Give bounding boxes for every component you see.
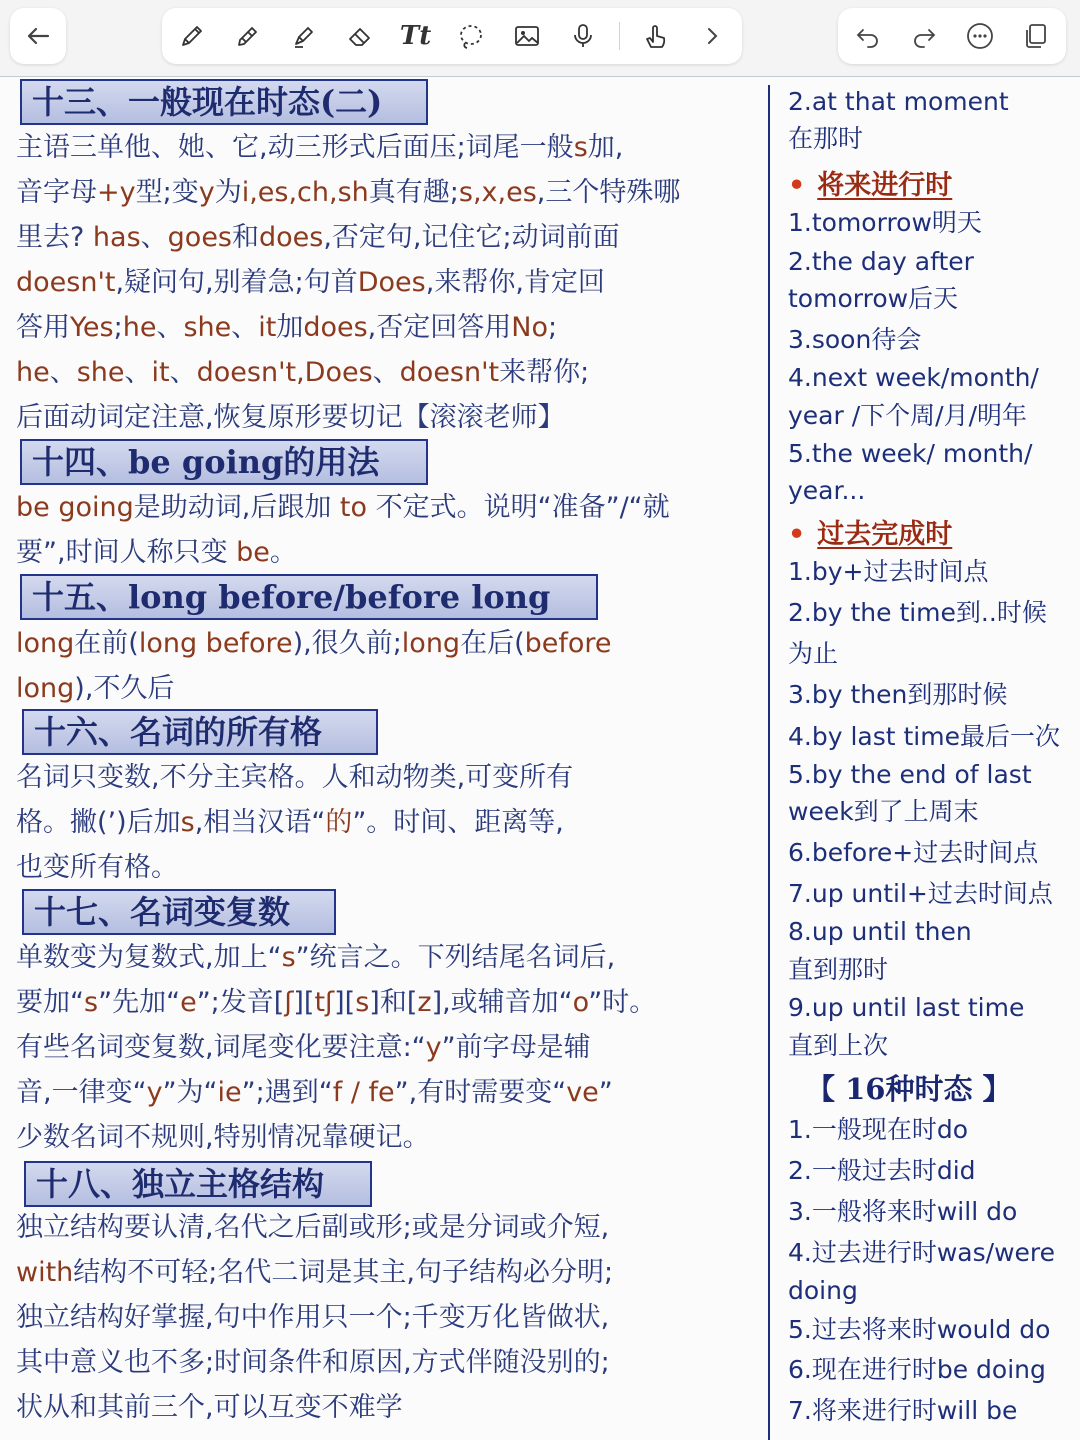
text-line bbox=[16, 1250, 756, 1295]
text-segment: 其中意义也不多;时间条件和原因,方式伴随没别的; bbox=[16, 1347, 610, 1378]
text-segment: 音字母 bbox=[16, 177, 97, 208]
right-line: 1.by+过去时间点 bbox=[788, 557, 989, 586]
text-segment: 、 bbox=[169, 357, 197, 388]
right-line: 为止 bbox=[788, 639, 839, 668]
text-segment: ,否定句,记住它;动词前面 bbox=[323, 222, 620, 253]
right-line: 3.soon待会 bbox=[788, 325, 922, 354]
highlighted-term: ie bbox=[217, 1077, 242, 1108]
pen-icon[interactable] bbox=[172, 16, 212, 56]
text-tool-icon[interactable]: Tt bbox=[399, 21, 432, 51]
right-line: 2.the day after bbox=[788, 247, 974, 276]
right-line: 2.at that moment bbox=[788, 87, 1009, 116]
text-segment: 、 bbox=[124, 357, 152, 388]
highlighted-term: Does bbox=[357, 267, 426, 298]
text-line bbox=[16, 305, 756, 350]
text-line bbox=[16, 1385, 756, 1430]
document-actions bbox=[838, 8, 1066, 64]
right-line: 2.一般过去时did bbox=[788, 1156, 976, 1185]
highlighted-term: f / fe bbox=[332, 1077, 395, 1108]
pencil-icon[interactable] bbox=[228, 16, 268, 56]
section-title-18: 十八、独立主格结构 bbox=[24, 1161, 372, 1207]
right-line: 5.the week/ month/ bbox=[788, 439, 1033, 468]
text-line bbox=[16, 530, 756, 575]
drawing-tools bbox=[162, 8, 742, 64]
text-segment: 真有趣; bbox=[368, 177, 459, 208]
heading-text: 将来进行时 bbox=[817, 170, 953, 201]
text-line bbox=[16, 845, 756, 890]
right-line: 直到上次 bbox=[788, 1031, 889, 1060]
highlighted-term: s,x,es bbox=[458, 177, 537, 208]
text-segment: ”为“ bbox=[162, 1077, 218, 1108]
lasso-icon[interactable] bbox=[451, 16, 491, 56]
right-line: 1.一般现在时do bbox=[788, 1115, 969, 1144]
arrow-left-icon bbox=[18, 16, 58, 56]
highlighted-term: doesn't,Does bbox=[196, 357, 373, 388]
highlighted-term: +y bbox=[97, 177, 136, 208]
microphone-icon[interactable] bbox=[563, 16, 603, 56]
right-line: 7.将来进行时will be bbox=[788, 1396, 1018, 1425]
text-segment: ” bbox=[598, 1077, 613, 1108]
highlighted-term: he bbox=[16, 357, 50, 388]
highlighted-term: Yes bbox=[70, 312, 114, 343]
highlighted-term: it bbox=[151, 357, 170, 388]
highlighted-term: s bbox=[180, 807, 195, 838]
heading-past-perfect bbox=[788, 512, 952, 551]
text-segment: 、 bbox=[140, 222, 168, 253]
text-segment: ”;发音[ bbox=[196, 987, 285, 1018]
section-title-17: 十七、名词变复数 bbox=[22, 889, 336, 935]
highlighted-term: ve bbox=[566, 1077, 599, 1108]
highlighted-term: it bbox=[258, 312, 277, 343]
text-line bbox=[16, 1070, 756, 1115]
text-segment: 独立结构要认清,名代之后副或形;或是分词或介短, bbox=[16, 1212, 610, 1243]
text-line bbox=[16, 215, 756, 260]
section-16-text bbox=[16, 755, 756, 890]
right-line: 3.by then到那时候 bbox=[788, 680, 1008, 709]
text-segment: ; bbox=[547, 312, 558, 343]
text-segment: 和 bbox=[232, 222, 259, 253]
highlighted-term: y bbox=[425, 1032, 442, 1063]
text-segment: 、 bbox=[156, 312, 184, 343]
text-segment: 加, bbox=[587, 132, 624, 163]
section-15-text bbox=[16, 621, 756, 711]
text-segment: 。 bbox=[269, 537, 297, 568]
text-segment: 在后( bbox=[460, 628, 525, 659]
highlighted-term: 的 bbox=[325, 807, 353, 838]
section-18-text bbox=[16, 1205, 756, 1430]
section-17-text bbox=[16, 935, 756, 1160]
text-segment: ; bbox=[113, 312, 123, 343]
right-line: 5.by the end of last bbox=[788, 760, 1032, 789]
text-segment: ,三个特殊哪 bbox=[536, 177, 681, 208]
text-line bbox=[16, 1115, 756, 1160]
text-segment: 状从和其前三个,可以互变不难学 bbox=[16, 1392, 403, 1423]
section-title-13: 十三、一般现在时态(二) bbox=[20, 79, 428, 125]
text-segment: ,来帮你,肯定回 bbox=[425, 267, 605, 298]
text-line bbox=[16, 666, 756, 711]
right-line: 5.过去将来时would do bbox=[788, 1315, 1051, 1344]
highlighted-term: before bbox=[524, 628, 612, 659]
text-segment: ,相当汉语“ bbox=[194, 807, 326, 838]
highlighted-term: doesn't bbox=[399, 357, 500, 388]
right-line: 7.up until+过去时间点 bbox=[788, 879, 1053, 908]
right-line: year... bbox=[788, 476, 866, 505]
eraser-icon[interactable] bbox=[340, 16, 380, 56]
highlighted-term: long before bbox=[138, 628, 293, 659]
highlighted-term: he bbox=[122, 312, 157, 343]
text-segment: 结构不可轻;名代二词是其主,句子结构必分明; bbox=[73, 1257, 614, 1288]
text-segment: ”;遇到“ bbox=[241, 1077, 333, 1108]
text-line bbox=[16, 1340, 756, 1385]
highlighted-term: s bbox=[573, 132, 588, 163]
highlighted-term: has bbox=[84, 222, 141, 253]
text-segment: ”。时间、距离等, bbox=[352, 807, 564, 838]
text-segment: 里去? bbox=[16, 222, 85, 253]
text-segment: 型;变 bbox=[135, 177, 199, 208]
text-segment: ]和[ bbox=[369, 987, 418, 1018]
chevron-right-icon[interactable] bbox=[692, 16, 732, 56]
highlighted-term: she bbox=[183, 312, 232, 343]
highlighted-term: o bbox=[572, 987, 589, 1018]
right-line: 3.一般将来时will do bbox=[788, 1197, 1018, 1226]
highlighted-term: doesn't bbox=[16, 267, 116, 298]
highlighted-term: No bbox=[511, 312, 548, 343]
right-line: year /下个周/月/明年 bbox=[788, 401, 1027, 430]
highlighted-term: long bbox=[16, 673, 75, 704]
highlighted-term: tʃ bbox=[314, 987, 335, 1018]
toolbar-separator bbox=[619, 22, 620, 50]
right-line: week到了上周末 bbox=[788, 797, 979, 826]
text-line bbox=[16, 755, 756, 800]
highlighted-term: she bbox=[76, 357, 125, 388]
highlighted-term: ʃ bbox=[284, 987, 294, 1018]
text-segment: 答用 bbox=[16, 312, 70, 343]
text-line bbox=[16, 1205, 756, 1250]
text-segment: 、 bbox=[49, 357, 77, 388]
column-divider bbox=[768, 85, 770, 1440]
heading-text: 过去完成时 bbox=[817, 519, 953, 550]
text-segment: 、 bbox=[231, 312, 259, 343]
text-segment: 单数变为复数式,加上“ bbox=[16, 942, 282, 973]
text-line bbox=[16, 800, 756, 845]
text-segment: 有些名词变复数,词尾变化要注意:“ bbox=[16, 1032, 426, 1063]
right-line: 4.by last time最后一次 bbox=[788, 722, 1060, 751]
hand-touch-icon[interactable] bbox=[636, 16, 676, 56]
undo-icon[interactable] bbox=[848, 16, 888, 56]
right-line: 直到那时 bbox=[788, 955, 889, 984]
text-segment: 不定式。说明“准备”/“就 bbox=[367, 492, 670, 523]
text-segment: ”时。 bbox=[588, 987, 657, 1018]
section-title-16: 十六、名词的所有格 bbox=[22, 709, 378, 755]
back-button[interactable] bbox=[10, 8, 66, 64]
text-segment: 后面动词定注意,恢复原形要切记【滚滚老师】 bbox=[16, 402, 565, 433]
text-segment: 是助动词,后跟加 bbox=[133, 492, 340, 523]
section-title-15: 十五、long before/before long bbox=[20, 574, 598, 620]
heading-future-progressive bbox=[788, 163, 952, 202]
text-segment: 格。撇(’)后加 bbox=[16, 807, 181, 838]
bullet: • bbox=[788, 519, 806, 550]
text-segment: 要”,时间人称只变 bbox=[16, 537, 237, 568]
highlighted-term: y bbox=[198, 177, 215, 208]
highlighted-term: goes bbox=[167, 222, 232, 253]
right-line: 1.tomorrow明天 bbox=[788, 208, 982, 237]
highlighted-term: with bbox=[16, 1257, 74, 1288]
highlighted-term: s bbox=[84, 987, 99, 1018]
text-segment: 来帮你; bbox=[499, 357, 590, 388]
image-icon[interactable] bbox=[507, 16, 547, 56]
highlighted-term: s bbox=[281, 942, 296, 973]
highlighted-term: to bbox=[339, 492, 368, 523]
text-segment: ,否定回答用 bbox=[367, 312, 512, 343]
highlighted-term: y bbox=[146, 1077, 163, 1108]
text-segment: 独立结构好掌握,句中作用只一个;千变万化皆做状, bbox=[16, 1302, 610, 1333]
right-line: 4.next week/month/ bbox=[788, 363, 1039, 392]
text-segment: 音,一律变“ bbox=[16, 1077, 147, 1108]
right-line: 2.by the time到..时候 bbox=[788, 598, 1047, 627]
text-segment: ),很久前; bbox=[292, 628, 402, 659]
pages-icon[interactable] bbox=[1016, 16, 1056, 56]
text-line bbox=[16, 980, 756, 1025]
text-line bbox=[16, 170, 756, 215]
tenses-title: 【 16种时态 】 bbox=[806, 1072, 1012, 1106]
highlighted-term: be bbox=[236, 537, 270, 568]
text-line bbox=[16, 1025, 756, 1070]
section-13-text bbox=[16, 125, 756, 440]
section-14-text bbox=[16, 485, 756, 575]
text-segment: ”先加“ bbox=[98, 987, 181, 1018]
text-segment: 、 bbox=[372, 357, 400, 388]
text-segment: 加 bbox=[276, 312, 304, 343]
text-segment: ”,有时需要变“ bbox=[394, 1077, 567, 1108]
highlighted-term: i,es,ch,sh bbox=[241, 177, 369, 208]
text-segment: 为 bbox=[214, 177, 242, 208]
more-icon[interactable] bbox=[960, 16, 1000, 56]
text-segment: ][ bbox=[334, 987, 356, 1018]
text-segment: ),不久后 bbox=[74, 673, 175, 704]
text-segment: ”前字母是辅 bbox=[441, 1032, 591, 1063]
text-line bbox=[16, 935, 756, 980]
text-segment: 主语三单他、她、它,动三形式后面压;词尾一般 bbox=[16, 132, 574, 163]
text-line bbox=[16, 125, 756, 170]
right-line: 8.up until then bbox=[788, 917, 972, 946]
text-segment: ],或辅音加“ bbox=[431, 987, 573, 1018]
highlighted-term: e bbox=[180, 987, 197, 1018]
highlighted-term: does bbox=[259, 222, 324, 253]
text-line bbox=[16, 621, 756, 666]
text-line bbox=[16, 350, 756, 395]
text-line bbox=[16, 1295, 756, 1340]
highlighted-term: does bbox=[303, 312, 368, 343]
text-segment: ,疑问句,别着急;句首 bbox=[115, 267, 358, 298]
right-line: tomorrow后天 bbox=[788, 284, 959, 313]
text-segment: 少数名词不规则,特别情况靠硬记。 bbox=[16, 1122, 430, 1153]
redo-icon[interactable] bbox=[904, 16, 944, 56]
highlighted-term: z bbox=[417, 987, 432, 1018]
text-segment: 在前( bbox=[74, 628, 139, 659]
section-title-14: 十四、be going的用法 bbox=[20, 439, 428, 485]
text-segment: ][ bbox=[293, 987, 315, 1018]
right-line: 9.up until last time bbox=[788, 993, 1025, 1022]
right-line: 6.现在进行时be doing bbox=[788, 1355, 1046, 1384]
text-line bbox=[16, 485, 756, 530]
bullet: • bbox=[788, 170, 806, 201]
right-line: 6.before+过去时间点 bbox=[788, 838, 1039, 867]
right-line: doing bbox=[788, 1276, 858, 1305]
text-segment: ”统言之。下列结尾名词后, bbox=[295, 942, 616, 973]
highlighted-term: long bbox=[16, 628, 75, 659]
text-segment: 也变所有格。 bbox=[16, 852, 178, 883]
right-line: 4.过去进行时was/were bbox=[788, 1238, 1056, 1267]
highlighted-term: be going bbox=[16, 492, 134, 523]
note-canvas[interactable] bbox=[0, 77, 1080, 1440]
highlighted-term: s bbox=[355, 987, 370, 1018]
text-line bbox=[16, 260, 756, 305]
highlighter-icon[interactable] bbox=[284, 16, 324, 56]
text-line bbox=[16, 395, 756, 440]
top-toolbar bbox=[0, 0, 1080, 77]
text-segment: 要加“ bbox=[16, 987, 84, 1018]
text-segment: 名词只变数,不分主宾格。人和动物类,可变所有 bbox=[16, 762, 574, 793]
highlighted-term: long bbox=[401, 628, 461, 659]
right-line: 在那时 bbox=[788, 124, 864, 153]
